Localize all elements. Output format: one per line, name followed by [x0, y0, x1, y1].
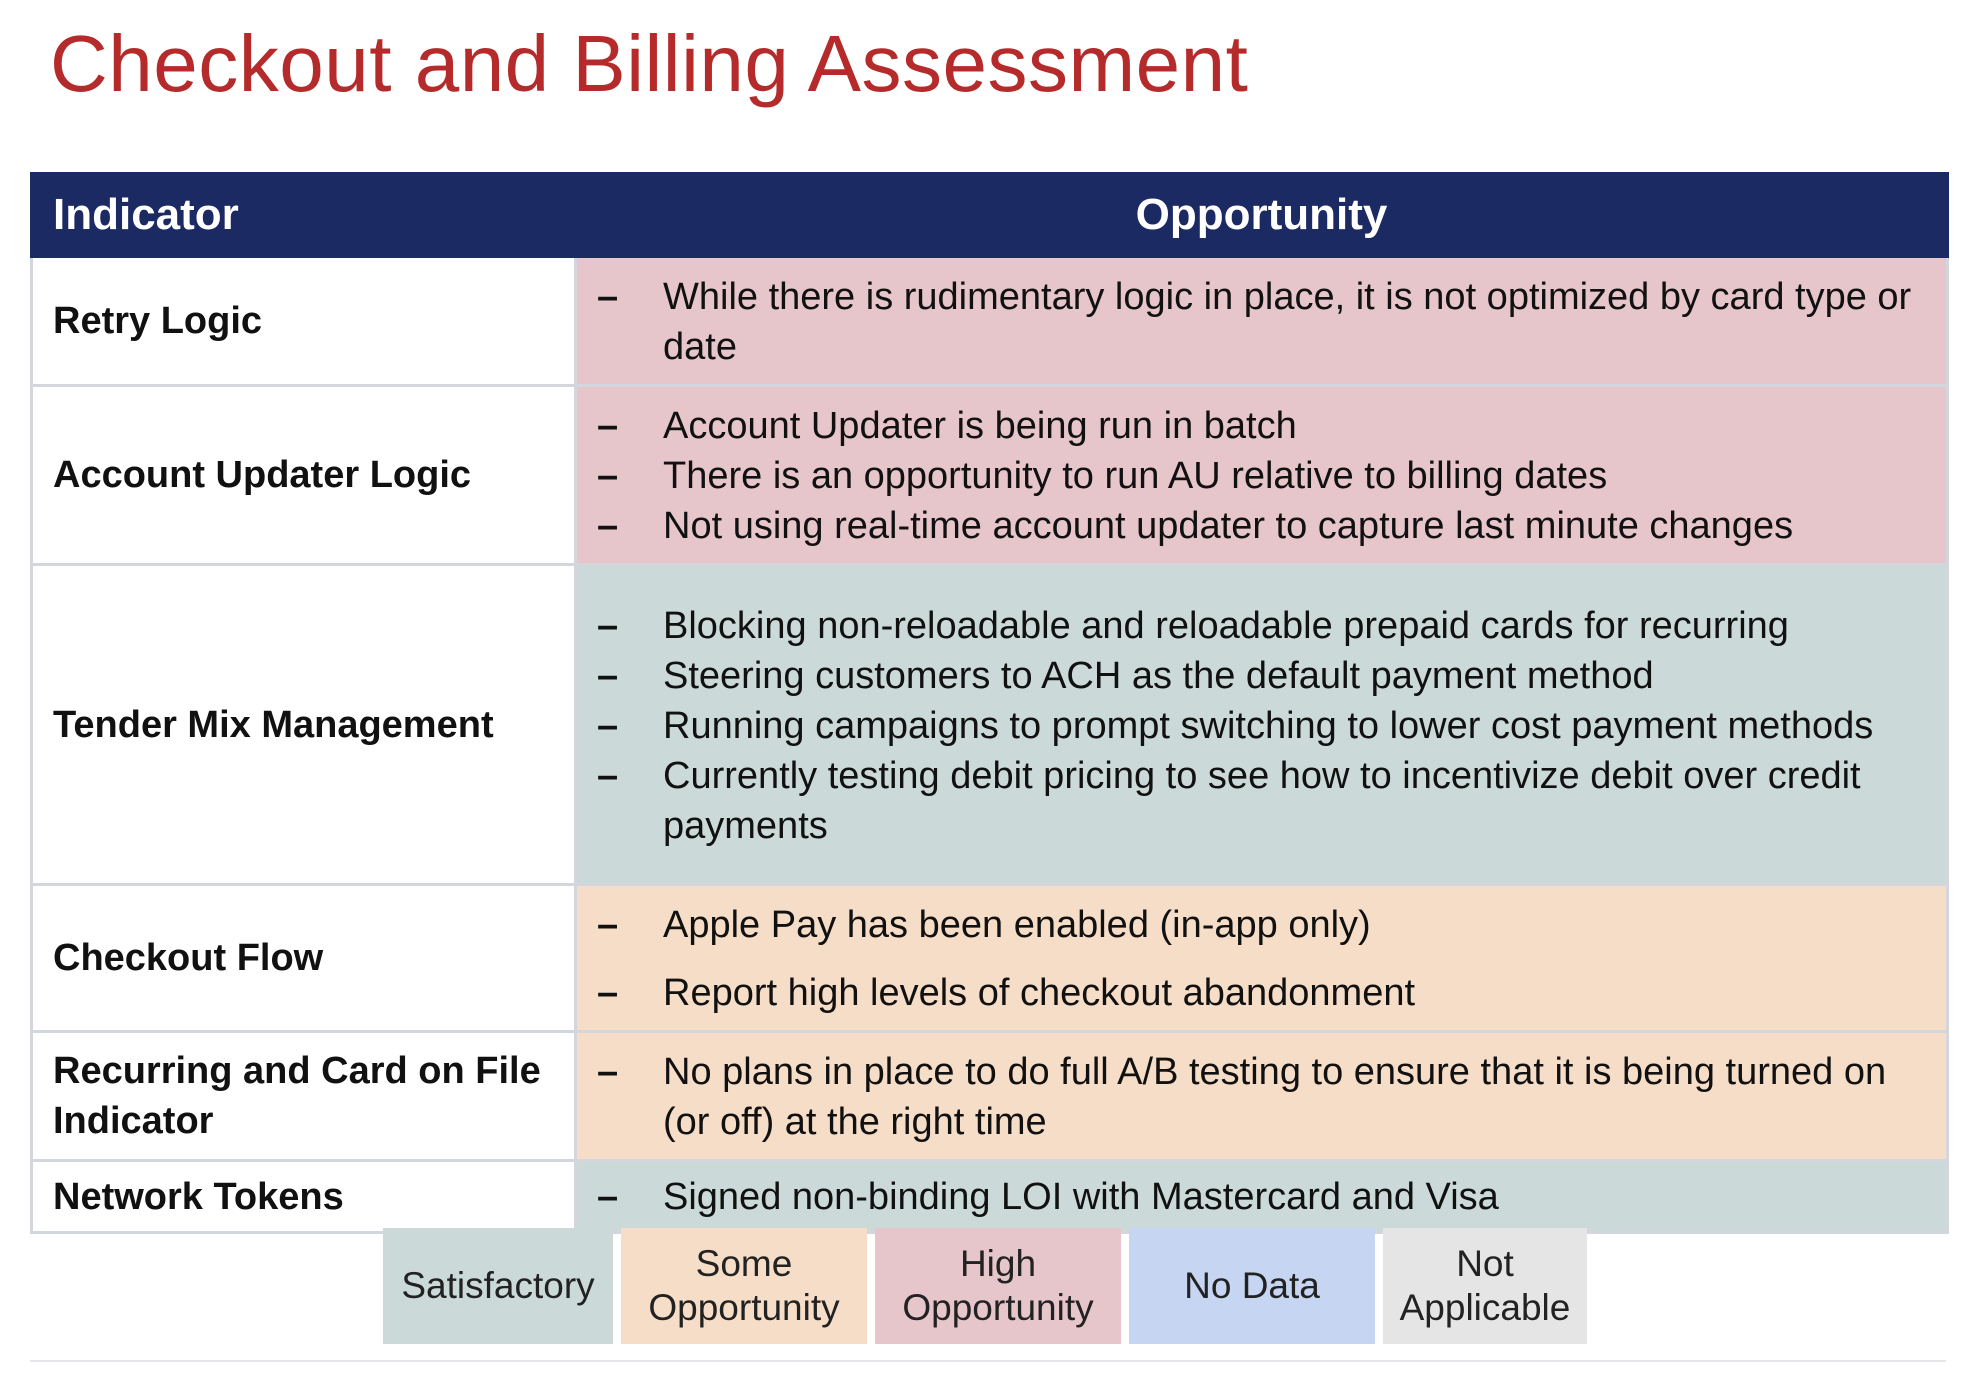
indicator-cell: Tender Mix Management: [32, 565, 576, 885]
opportunity-cell: [576, 1032, 1948, 1161]
list-item: [597, 751, 1922, 851]
table-row: [32, 885, 1948, 1032]
table-row: [32, 257, 1948, 386]
opportunity-cell: [576, 565, 1948, 885]
list-item: [597, 1172, 1922, 1222]
dash-icon: –: [597, 1175, 619, 1218]
bullet-list: [597, 900, 1922, 1018]
bullet-text: Signed non-binding LOI with Mastercard and Visa: [663, 1175, 1499, 1218]
indicator-cell: Account Updater Logic: [32, 386, 576, 565]
rating-legend: [383, 1228, 1587, 1344]
table-row: [32, 1161, 1948, 1233]
bullet-text: No plans in place to do full A/B testing to ensure that it is being turned on (or off) at the right time: [663, 1051, 1887, 1143]
indicator-column-header: Indicator: [32, 174, 576, 257]
bullet-text: Running campaigns to prompt switching to lower cost payment methods: [663, 704, 1874, 747]
indicator-cell: Checkout Flow: [32, 885, 576, 1032]
legend-label: High Opportunity: [902, 1243, 1094, 1328]
dash-icon: –: [597, 455, 619, 497]
bullet-list: [597, 1047, 1922, 1147]
indicator-cell: Recurring and Card on File Indicator: [32, 1032, 576, 1161]
legend-no-data: [1129, 1228, 1375, 1344]
list-item: [597, 501, 1922, 551]
table-header-row: [32, 174, 1948, 257]
dash-icon: –: [597, 904, 619, 946]
legend-label: No Data: [1184, 1265, 1320, 1306]
bullet-list: [597, 601, 1922, 851]
opportunity-cell: [576, 257, 1948, 386]
bullet-text: Account Updater is being run in batch: [663, 405, 1297, 447]
legend-satisfactory: [383, 1228, 613, 1344]
divider: [30, 1360, 1946, 1362]
list-item: [597, 1047, 1922, 1147]
legend-label: Satisfactory: [401, 1265, 595, 1306]
indicator-cell: Network Tokens: [32, 1161, 576, 1233]
dash-icon: –: [597, 654, 619, 697]
bullet-text: Apple Pay has been enabled (in-app only): [663, 904, 1371, 946]
opportunity-cell: [576, 386, 1948, 565]
list-item: [597, 651, 1922, 701]
table-row: [32, 1032, 1948, 1161]
bullet-text: There is an opportunity to run AU relative to billing dates: [663, 455, 1608, 497]
bullet-list: [597, 1172, 1922, 1222]
table-row: [32, 386, 1948, 565]
bullet-text: Steering customers to ACH as the default payment method: [663, 654, 1654, 697]
list-item: [597, 272, 1922, 372]
bullet-text: Report high levels of checkout abandonment: [663, 972, 1416, 1014]
list-item: [597, 401, 1922, 451]
bullet-text: Not using real-time account updater to capture last minute changes: [663, 505, 1794, 547]
bullet-list: [597, 401, 1922, 551]
list-item: [597, 601, 1922, 651]
opportunity-cell: [576, 1161, 1948, 1233]
indicator-cell: Retry Logic: [32, 257, 576, 386]
bullet-text: Blocking non-reloadable and reloadable prepaid cards for recurring: [663, 604, 1789, 647]
legend-some-opportunity: [621, 1228, 867, 1344]
dash-icon: –: [597, 704, 619, 747]
dash-icon: –: [597, 276, 619, 318]
list-item: [597, 701, 1922, 751]
legend-label: Some Opportunity: [648, 1243, 840, 1328]
bullet-list: [597, 272, 1922, 372]
dash-icon: –: [597, 754, 619, 797]
legend-label: Not Applicable: [1399, 1243, 1571, 1328]
table-row: [32, 565, 1948, 885]
list-item: [597, 968, 1922, 1018]
dash-icon: –: [597, 505, 619, 547]
list-item: [597, 451, 1922, 501]
opportunity-column-header: Opportunity: [576, 174, 1948, 257]
list-item: [597, 900, 1922, 950]
legend-not-applicable: [1383, 1228, 1587, 1344]
bullet-text: While there is rudimentary logic in place, it is not optimized by card type or date: [663, 276, 1912, 368]
legend-high-opportunity: [875, 1228, 1121, 1344]
dash-icon: –: [597, 972, 619, 1014]
page-title: Checkout and Billing Assessment: [50, 19, 1249, 108]
dash-icon: –: [597, 405, 619, 447]
opportunity-cell: [576, 885, 1948, 1032]
bullet-text: Currently testing debit pricing to see how to incentivize debit over credit payments: [663, 754, 1861, 847]
dash-icon: –: [597, 1051, 619, 1093]
assessment-table: [30, 172, 1949, 1234]
dash-icon: –: [597, 604, 619, 647]
